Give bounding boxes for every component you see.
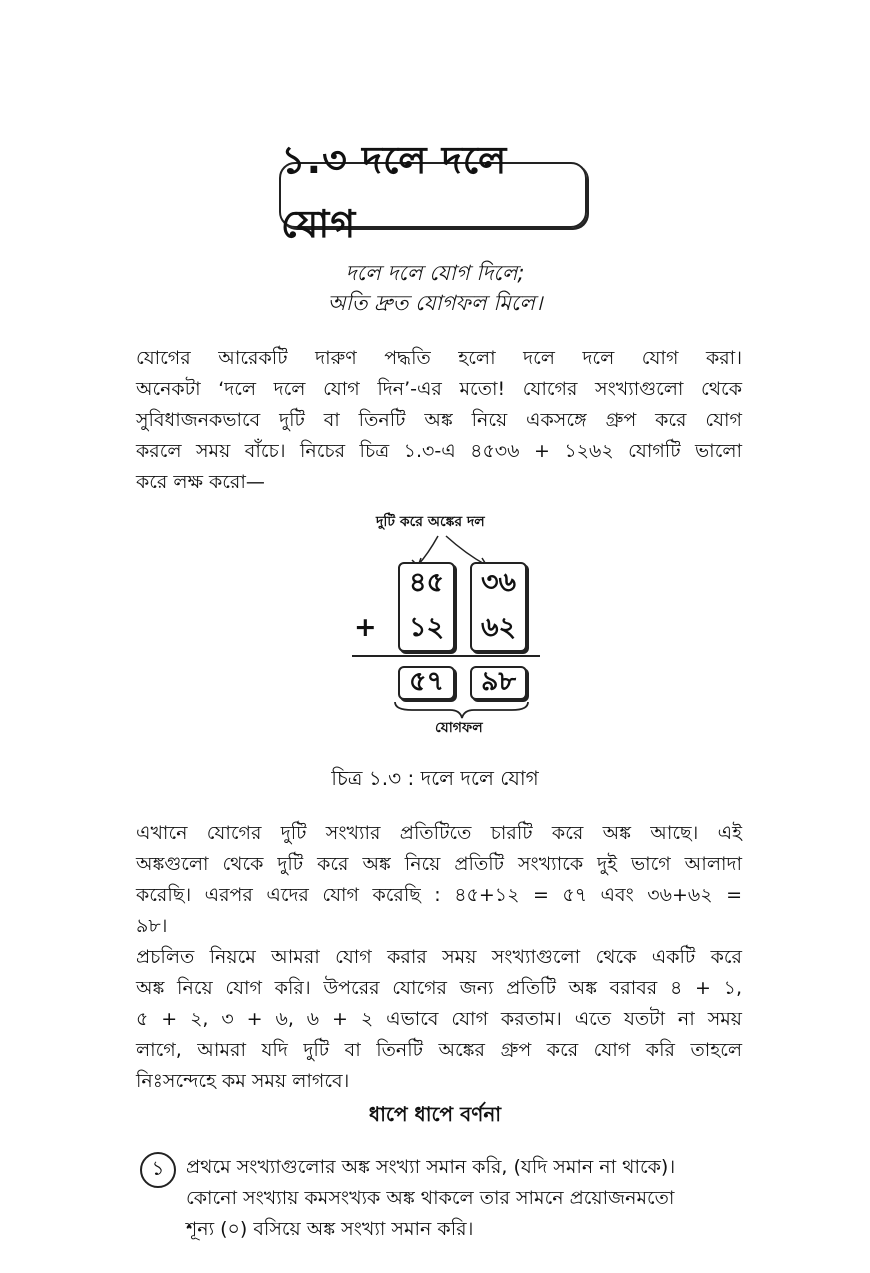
step-1-text bbox=[186, 1152, 746, 1245]
verse-line-1: দলে দলে যোগ দিলে; bbox=[345, 261, 525, 285]
intro-line: যোগের আরেকটি দারুণ পদ্ধতি হলো দলে দলে যোগ করা। bbox=[136, 347, 742, 369]
step-line: কোনো সংখ্যায় কমসংখ্যক অঙ্ক থাকলে তার সামনে প্রয়োজনমতো bbox=[186, 1187, 675, 1209]
body-line: প্রচলিত নিয়মে আমরা যোগ করার সময় সংখ্যাগুলো থেকে একটি করে bbox=[136, 946, 742, 968]
step-line: শূন্য (০) বসিয়ে অঙ্ক সংখ্যা সমান করি। bbox=[186, 1218, 474, 1240]
result-left: ৫৭ bbox=[398, 666, 455, 700]
body-line: অঙ্ক নিয়ে যোগ করি। উপরের যোগের জন্য প্রতিটি অঙ্ক বরাবর ৪ + ১, bbox=[136, 977, 742, 999]
figure-caption: চিত্র ১.৩ : দলে দলে যোগ bbox=[331, 766, 539, 790]
row1-right: ৩৬ bbox=[480, 567, 517, 598]
row1-left: ৪৫ bbox=[408, 567, 445, 598]
plus-sign: + bbox=[354, 612, 377, 643]
intro-line: করে লক্ষ করো— bbox=[136, 471, 265, 493]
group-label: দুটি করে অঙ্কের দল bbox=[376, 514, 485, 530]
body-line: ৯৮। bbox=[136, 915, 168, 937]
step-line: প্রথমে সংখ্যাগুলোর অঙ্ক সংখ্যা সমান করি, (যদি সমান না থাকে)। bbox=[186, 1156, 676, 1178]
intro-line: করলে সময় বাঁচে। নিচের চিত্র ১.৩-এ ৪৫৩৬ + ১২৬২ যোগটি ভালো bbox=[136, 440, 742, 462]
body-line: নিঃসন্দেহে কম সময় লাগবে। bbox=[136, 1070, 350, 1092]
result-right: ৯৮ bbox=[470, 666, 527, 700]
intro-line: সুবিধাজনকভাবে দুটি বা তিনটি অঙ্ক নিয়ে একসঙ্গে গ্রুপ করে যোগ bbox=[136, 409, 742, 431]
row2-left: ১২ bbox=[408, 612, 445, 643]
verse-line-2: অতি দ্রুত যোগফল মিলে। bbox=[327, 291, 543, 315]
intro-line: অনেকটা ‘দলে দলে যোগ দিন’-এর মতো! যোগের সংখ্যাগুলো থেকে bbox=[136, 378, 742, 400]
body-paragraph bbox=[136, 818, 742, 1097]
intro-paragraph bbox=[136, 343, 742, 498]
body-line: লাগে, আমরা যদি দুটি বা তিনটি অঙ্কের গ্রুপ করে যোগ করি তাহলে bbox=[136, 1039, 742, 1061]
group-box-left bbox=[398, 562, 455, 652]
body-line: অঙ্কগুলো থেকে দুটি করে অঙ্ক নিয়ে প্রতিটি সংখ্যাকে দুই ভাগে আলাদা bbox=[136, 853, 742, 875]
section-title: ১.৩ দলে দলে যোগ bbox=[279, 162, 587, 228]
step-number-badge: ১ bbox=[140, 1152, 176, 1188]
row2-right: ৬২ bbox=[480, 612, 517, 643]
steps-heading: ধাপে ধাপে বর্ণনা bbox=[368, 1102, 502, 1126]
group-addition-figure bbox=[340, 510, 550, 740]
sum-label: যোগফল bbox=[435, 720, 483, 736]
body-line: করেছি। এরপর এদের যোগ করেছি : ৪৫+১২ = ৫৭ এবং ৩৬+৬২ = bbox=[136, 884, 742, 906]
body-line: এখানে যোগের দুটি সংখ্যার প্রতিটিতে চারটি করে অঙ্ক আছে। এই bbox=[136, 822, 742, 844]
group-box-right bbox=[470, 562, 527, 652]
body-line: ৫ + ২, ৩ + ৬, ৬ + ২ এভাবে যোগ করতাম। এতে যতটা না সময় bbox=[136, 1008, 742, 1030]
